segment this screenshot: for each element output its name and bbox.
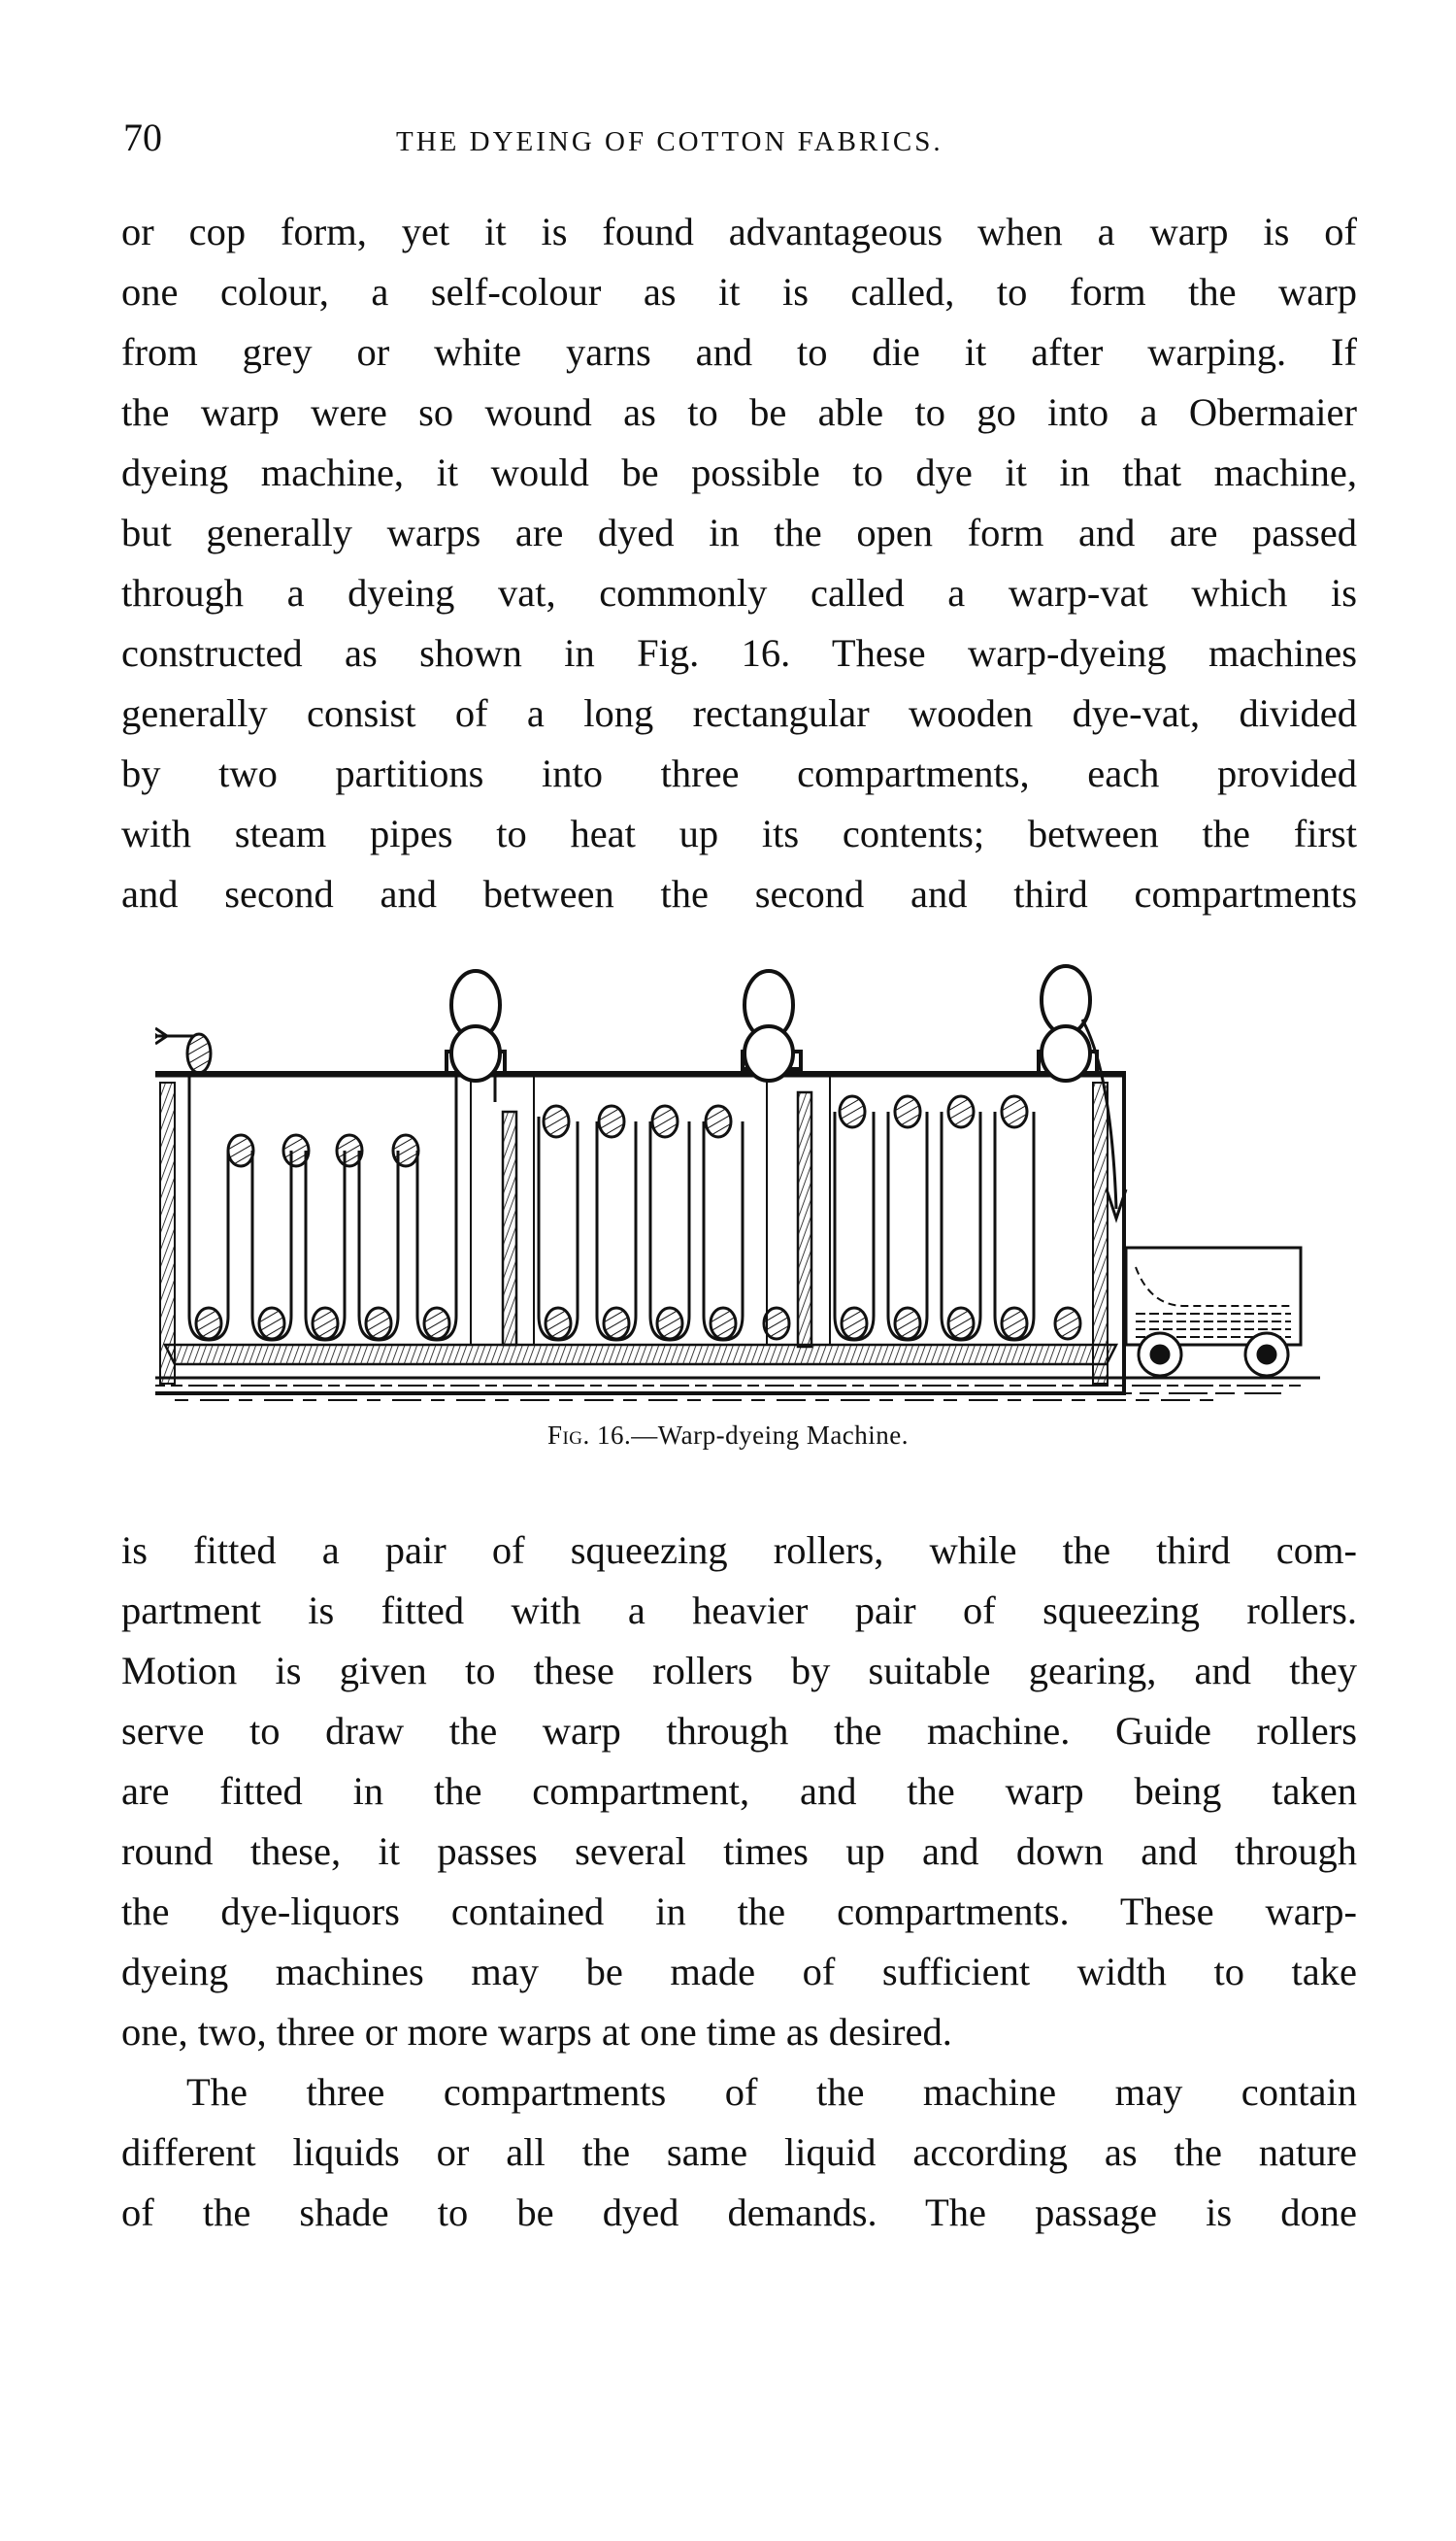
machine-illustration-icon: [155, 956, 1320, 1403]
text-line: with steam pipes to heat up its contents; between the first: [121, 812, 1357, 855]
text-line: different liquids or all the same liquid according as the nature: [121, 2130, 1357, 2174]
text-line: constructed as shown in Fig. 16. These warp-dyeing machines: [121, 631, 1357, 675]
text-line: and second and between the second and third compartments: [121, 872, 1357, 916]
figure-label: Fig. 16.: [546, 1421, 632, 1450]
text-line: of the shade to be dyed demands. The passage is done: [121, 2190, 1357, 2234]
upper-paragraph: [121, 202, 1357, 924]
figure-caption: [0, 1421, 1456, 1451]
text-line: is fitted a pair of squeezing rollers, while the third com-: [121, 1528, 1357, 1572]
text-line: through a dyeing vat, commonly called a warp-vat which is: [121, 571, 1357, 615]
text-line: the warp were so wound as to be able to go into a Obermaier: [121, 390, 1357, 434]
text-line: one colour, a self-colour as it is called, to form the warp: [121, 270, 1357, 314]
text-line: from grey or white yarns and to die it after warping. If: [121, 330, 1357, 374]
text-line: The three compartments of the machine may contain: [186, 2070, 1357, 2114]
text-line: dyeing machine, it would be possible to dye it in that machine,: [121, 451, 1357, 494]
lower-paragraph: [121, 1521, 1357, 2243]
text-line: one, two, three or more warps at one time as desired.: [121, 2010, 952, 2054]
text-line: by two partitions into three compartments, each provided: [121, 752, 1357, 795]
text-line: Motion is given to these rollers by suitable gearing, and they: [121, 1649, 1357, 1692]
text-line: or cop form, yet it is found advantageous when a warp is of: [121, 210, 1357, 253]
text-line: the dye-liquors contained in the compartments. These warp-: [121, 1889, 1357, 1933]
text-line: generally consist of a long rectangular wooden dye-vat, divided: [121, 691, 1357, 735]
warp-dyeing-machine-figure: [155, 956, 1320, 1403]
text-line: serve to draw the warp through the machine. Guide rollers: [121, 1709, 1357, 1753]
text-line: round these, it passes several times up and down and through: [121, 1829, 1357, 1873]
text-line: are fitted in the compartment, and the warp being taken: [121, 1769, 1357, 1813]
text-line: partment is fitted with a heavier pair of squeezing rollers.: [121, 1588, 1357, 1632]
text-line: dyeing machines may be made of sufficient width to take: [121, 1950, 1357, 1993]
text-line: but generally warps are dyed in the open form and are passed: [121, 511, 1357, 554]
page-number: 70: [123, 116, 162, 159]
figure-title: —Warp-dyeing Machine.: [631, 1421, 910, 1450]
running-title: THE DYEING OF COTTON FABRICS.: [396, 126, 943, 157]
